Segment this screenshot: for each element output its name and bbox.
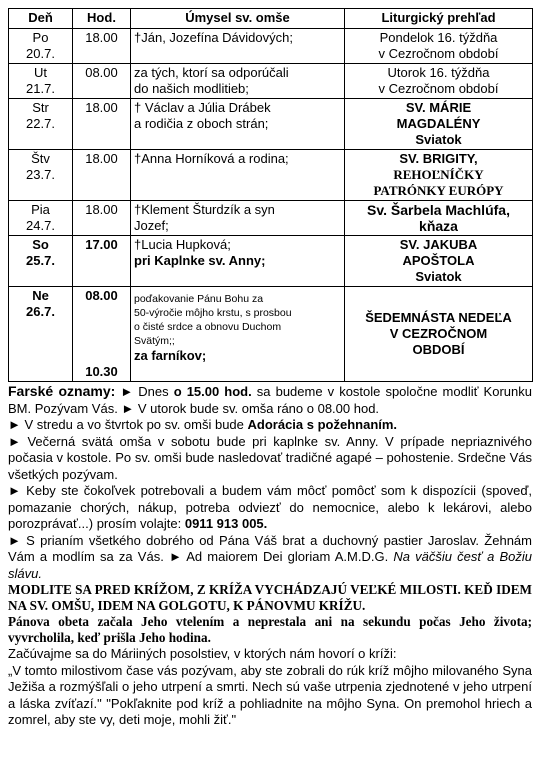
- liturgy-line: Sv. Šarbela Machlúfa,: [367, 202, 510, 218]
- liturgy-cell: [345, 150, 533, 201]
- liturgy-line: Pondelok 16. týždňa: [379, 30, 498, 45]
- announcement-paragraph: [8, 383, 532, 417]
- time-cell: 18.00: [73, 99, 131, 150]
- announcement-paragraph: ► Večerná svätá omša v sobotu bude pri kaplnke sv. Anny. V prípade nepriaznivého počasia v kostole. Po sv. omši bude nasledovať tradičné agapé – pohostenie. Srdečne Vás všetkých pozývam.: [8, 433, 532, 482]
- day-name: Ut: [34, 65, 47, 80]
- liturgy-line: MAGDALÉNY: [396, 116, 481, 131]
- cross-subheading: Pánova obeta začala Jeho vtelením a neprestala ani na sekundu počas Jeho života; vyvrcholila, keď prišla Jeho hodina.: [8, 614, 532, 645]
- liturgy-line: OBDOBÍ: [412, 342, 465, 357]
- intention-cell: [131, 99, 345, 150]
- intention-line: do našich modlitieb;: [134, 81, 249, 96]
- intention-line: za tých, ktorí sa odporúčali: [134, 65, 289, 80]
- intention-line: Svätým;;: [134, 335, 175, 347]
- day-date: 26.7.: [26, 304, 55, 319]
- day-cell: [9, 150, 73, 201]
- liturgy-line: v Cezročnom období: [378, 81, 499, 96]
- liturgy-line: SV. MÁRIE: [405, 100, 472, 115]
- intention-line: † Václav a Júlia Drábek: [134, 100, 271, 115]
- header-liturgy: Liturgický prehľad: [345, 9, 533, 29]
- liturgy-line: Sviatok: [415, 132, 462, 147]
- day-date: 22.7.: [26, 116, 55, 131]
- bulletin-page: [8, 8, 532, 729]
- day-name: Str: [32, 100, 49, 115]
- day-name: Po: [32, 30, 49, 45]
- mass-schedule-table: [8, 8, 533, 382]
- day-date: 23.7.: [26, 167, 55, 182]
- liturgy-cell: [345, 201, 533, 236]
- day-name: So: [32, 237, 49, 252]
- table-row: [9, 236, 533, 287]
- liturgy-cell: [345, 64, 533, 99]
- table-row: [9, 201, 533, 236]
- announcement-paragraph: [8, 417, 532, 434]
- time-second: 10.30: [85, 364, 118, 379]
- text-span: ► S prianím všetkého dobrého od Pána Váš brat a duchovný pastier Jaroslav. Žehnám Vám a modlím sa za Vás. ► Ad maiorem Dei gloriam A.M.D.G.: [8, 532, 532, 564]
- day-cell: [9, 64, 73, 99]
- intention-cell: [131, 64, 345, 99]
- intention-line: †Lucia Hupková;: [134, 237, 231, 252]
- text-span-bold: Adorácia s požehnaním.: [247, 417, 398, 432]
- liturgy-line: SV. JAKUBA: [399, 237, 478, 252]
- day-cell: [9, 99, 73, 150]
- intention-cell: [131, 201, 345, 236]
- text-span-italic: Na väčšiu česť a Božiu slávu.: [8, 549, 532, 581]
- intention-line: za farníkov;: [134, 348, 207, 363]
- announcements-label: Farské oznamy:: [8, 383, 116, 399]
- marian-quote: „V tomto milostivom čase vás pozývam, aby ste zobrali do rúk kríž môjho milovaného Syna Ježiša a rozmýšľali o jeho utrpení a smrti. Nech sú vaše utrpenia zjednotené v jeho utrpení a láska zvíťazí." "Pokľaknite pod kríž a pohliadnite na môjho Syna. On premohol hriech a zomrel, aby ste vy, deti moje, mohli žiť.": [8, 662, 532, 727]
- day-date: 25.7.: [26, 253, 55, 268]
- liturgy-cell: [345, 29, 533, 64]
- header-intention: Úmysel sv. omše: [131, 9, 345, 29]
- announcement-paragraph: Začúvajme sa do Máriiných posolstiev, v ktorých nám hovorí o kríži:: [8, 646, 397, 661]
- time-cell: 18.00: [73, 150, 131, 201]
- liturgy-line: Utorok 16. týždňa: [387, 65, 490, 80]
- day-name: Pia: [31, 202, 50, 217]
- table-row: [9, 29, 533, 64]
- day-name: Ne: [32, 288, 49, 303]
- time-cell: 18.00: [73, 29, 131, 64]
- day-date: 24.7.: [26, 218, 55, 233]
- time-cell: 18.00: [73, 201, 131, 236]
- announcement-paragraph: [8, 533, 532, 583]
- time-cell: [73, 287, 131, 382]
- intention-cell: [131, 29, 345, 64]
- table-header-row: [9, 9, 533, 29]
- intention-line: 50-výročie môjho krstu, s prosbou: [134, 307, 292, 319]
- day-cell: [9, 29, 73, 64]
- time-cell: 17.00: [73, 236, 131, 287]
- liturgy-cell: [345, 99, 533, 150]
- text-span: ► V stredu a vo štvrtok po sv. omši bude: [8, 417, 248, 432]
- day-cell: [9, 236, 73, 287]
- liturgy-line: PATRÓNKY EURÓPY: [373, 183, 504, 198]
- liturgy-line: SV. BRIGITY,: [399, 151, 478, 166]
- intention-line: pri Kaplnke sv. Anny;: [134, 253, 266, 268]
- phone-number: 0911 913 005.: [184, 516, 268, 531]
- liturgy-line: v Cezročnom období: [378, 46, 499, 61]
- time-cell: 08.00: [73, 64, 131, 99]
- header-day: Deň: [9, 9, 73, 29]
- text-span: ► Keby ste čokoľvek potrebovali a budem vám môcť pomôcť som k dispozícii (spoveď, pomazanie chorých, nákup, potreba odviezť do nemocnice, alebo k lekárovi, alebo porozprávať...) prosím volajte:: [8, 483, 532, 531]
- text-span: sa budeme v kostole spoločne modliť Korunku BM. Pozývam Vás. ► V utorok bude sv. omša ráno o 08.00 hod.: [8, 384, 532, 416]
- liturgy-line: ŠEDEMNÁSTA NEDEĽA: [365, 310, 512, 325]
- announcement-paragraph: [8, 483, 532, 533]
- liturgy-line: REHOĽNÍČKY: [393, 167, 484, 182]
- time-first: 08.00: [85, 288, 118, 303]
- header-hour: Hod.: [73, 9, 131, 29]
- day-date: 21.7.: [26, 81, 55, 96]
- day-cell: [9, 287, 73, 382]
- liturgy-line: kňaza: [419, 218, 458, 234]
- text-span-bold: o 15.00 hod.: [173, 384, 252, 399]
- text-span: ► Dnes: [115, 384, 174, 399]
- intention-cell: [131, 287, 345, 382]
- table-row: [9, 64, 533, 99]
- intention-line: †Klement Šturdzík a syn: [134, 202, 275, 217]
- intention-cell: [131, 150, 345, 201]
- intention-line: poďakovanie Pánu Bohu za: [134, 293, 264, 305]
- day-name: Štv: [31, 151, 50, 166]
- intention-line: †Anna Horníková a rodina;: [134, 151, 289, 166]
- liturgy-cell: [345, 287, 533, 382]
- liturgy-cell: [345, 236, 533, 287]
- intention-cell: [131, 236, 345, 287]
- parish-announcements: [8, 383, 532, 729]
- intention-line: a rodičia z oboch strán;: [134, 116, 269, 131]
- cross-heading: MODLITE SA PRED KRÍŽOM, Z KRÍŽA VYCHÁDZAJÚ VEĽKÉ MILOSTI. KEĎ IDEM NA SV. OMŠU, IDEM NA GOLGOTU, K PÁNOVMU KRÍŽU.: [8, 582, 532, 613]
- liturgy-line: Sviatok: [415, 269, 462, 284]
- table-row: [9, 287, 533, 382]
- liturgy-line: V CEZROČNOM: [389, 326, 488, 341]
- intention-line: o čisté srdce a obnovu Duchom: [134, 321, 282, 333]
- intention-line: †Ján, Jozefína Dávidových;: [134, 30, 293, 45]
- day-date: 20.7.: [26, 46, 55, 61]
- table-row: [9, 150, 533, 201]
- liturgy-line: APOŠTOLA: [402, 253, 475, 268]
- intention-line: Jozef;: [134, 218, 169, 233]
- day-cell: [9, 201, 73, 236]
- table-row: [9, 99, 533, 150]
